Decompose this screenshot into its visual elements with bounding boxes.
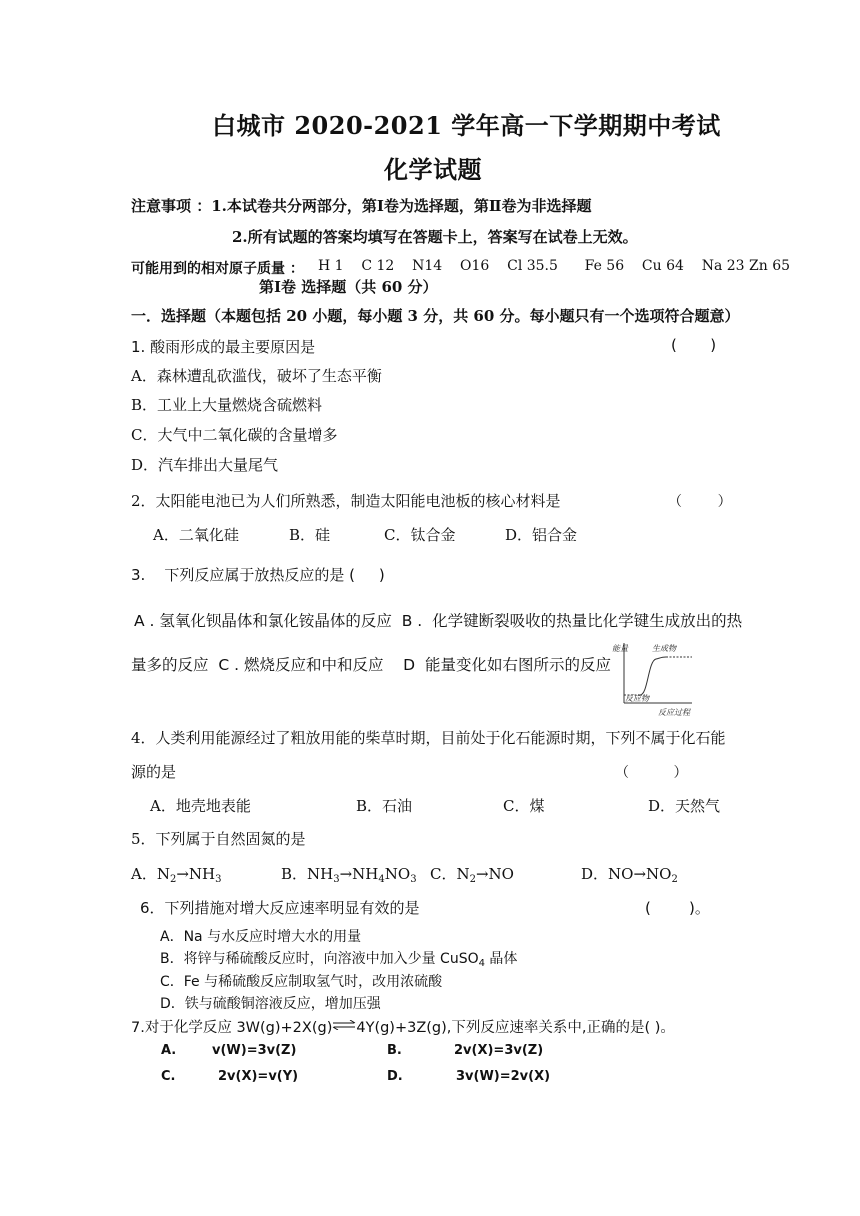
q6-option-c: C．Fe 与稀硫酸反应制取氢气时，改用浓硫酸: [160, 974, 443, 990]
q2-option-b: B．硅: [289, 526, 331, 544]
notes-line-1: [131, 195, 592, 216]
exam-subtitle: 化学试题: [384, 155, 482, 184]
diagram-y-label: 能量: [612, 644, 628, 653]
q3-options-line-1: A . 氢氧化钡晶体和氯化铵晶体的反应 B . 化学键断裂吸收的热量比化学键生成放出的热: [134, 612, 743, 630]
atomic-masses-values: H 1 C 12 N14 O16 Cl 35.5 Fe 56 Cu 64 Na 23 Zn 65: [318, 258, 791, 274]
part1-heading: 第Ⅰ卷 选择题（共 60 分）: [259, 278, 438, 296]
q6-option-a: A．Na 与水反应时增大水的用量: [160, 929, 362, 945]
q4-option-d: D．天然气: [648, 797, 721, 815]
q1-stem: 1. 酸雨形成的最主要原因是: [131, 338, 316, 356]
q6-option-b: B．将锌与稀硫酸反应时，向溶液中加入少量 CuSO$_4$ 晶体: [160, 951, 518, 969]
q4-option-b: B．石油: [356, 797, 413, 815]
q4-stem-line-2: 源的是: [131, 763, 177, 781]
notes-item-2: 2.所有试题的答案均填写在答题卡上，答案写在试卷上无效。: [232, 228, 638, 246]
exam-title: 白城市 2020-2021 学年高一下学期期中考试: [212, 111, 721, 140]
equilibrium-arrow-icon: [332, 1020, 356, 1030]
diagram-reactant-label: 反应物: [625, 694, 649, 703]
q4-option-c: C．煤: [503, 797, 545, 815]
diagram-x-label: 反应过程: [658, 708, 690, 717]
q2-stem: 2．太阳能电池已为人们所熟悉，制造太阳能电池板的核心材料是: [131, 492, 561, 510]
q6-option-d: D．铁与硫酸铜溶液反应，增加压强: [160, 996, 381, 1012]
q7-option-b: 2v(X)=3v(Z): [454, 1043, 544, 1058]
q3-stem: 3. 下列反应属于放热反应的是 ( ): [131, 566, 385, 584]
q6-answer-paren: ( )。: [645, 899, 710, 917]
reaction-curve: [640, 657, 666, 695]
q7-option-b-label: B.: [387, 1043, 402, 1058]
q7-option-c: 2v(X)=v(Y): [218, 1069, 299, 1084]
energy-diagram: [604, 637, 696, 719]
q7-option-a-label: A.: [161, 1043, 177, 1058]
q1-answer-paren: ( ): [671, 336, 717, 354]
q5-option-c: C．$N_2\to NO$: [430, 865, 514, 885]
q2-option-c: C．钛合金: [384, 526, 456, 544]
diagram-product-label: 生成物: [652, 644, 676, 653]
q2-answer-paren: （ ）: [668, 494, 732, 510]
q1-option-b: B．工业上大量燃烧含硫燃料: [131, 396, 323, 414]
q7-option-c-label: C.: [161, 1069, 176, 1084]
q5-option-b: B．$NH_3\to NH_4NO_3$: [281, 865, 417, 885]
q5-option-a: A．$N_2\to NH_3$: [131, 865, 222, 885]
q4-stem-line-1: 4．人类利用能源经过了粗放用能的柴草时期，目前处于化石能源时期，下列不属于化石能: [131, 729, 726, 747]
q7-option-d: 3v(W)=2v(X): [456, 1069, 551, 1084]
q1-option-a: A．森林遭乱砍滥伐，破坏了生态平衡: [131, 367, 382, 385]
q7-option-d-label: D.: [387, 1069, 403, 1084]
q4-answer-paren: （ ）: [615, 765, 688, 781]
section1-heading: 一．选择题（本题包括 20 小题，每小题 3 分，共 60 分。每小题只有一个选项符合题意）: [131, 307, 740, 325]
q7-option-a: v(W)=3v(Z): [212, 1043, 297, 1058]
q1-option-c: C．大气中二氧化碳的含量增多: [131, 426, 338, 444]
notes-label: 注意事项 ：: [131, 197, 212, 215]
q5-stem: 5．下列属于自然固氮的是: [131, 830, 306, 848]
q4-option-a: A．地壳地表能: [150, 797, 251, 815]
q7-stem: 7.对于化学反应 3W(g)+2X(g) 4Y(g)+3Z(g),下列反应速率关系中,正确的是( )。: [131, 1020, 675, 1036]
notes-item-1: 1.本试卷共分两部分，第Ⅰ卷为选择题，第Ⅱ卷为非选择题: [211, 197, 592, 215]
q2-option-a: A．二氧化硅: [153, 526, 239, 544]
q5-option-d: D．$NO\to NO_2$: [581, 865, 678, 885]
q6-stem: 6．下列措施对增大反应速率明显有效的是: [140, 899, 420, 917]
q3-options-line-2: 量多的反应 C . 燃烧反应和中和反应 D 能量变化如右图所示的反应: [131, 656, 611, 674]
q1-option-d: D．汽车排出大量尾气: [131, 456, 279, 474]
atomic-masses-label: 可能用到的相对原子质量 ：: [131, 261, 304, 277]
q2-option-d: D．铝合金: [505, 526, 578, 544]
